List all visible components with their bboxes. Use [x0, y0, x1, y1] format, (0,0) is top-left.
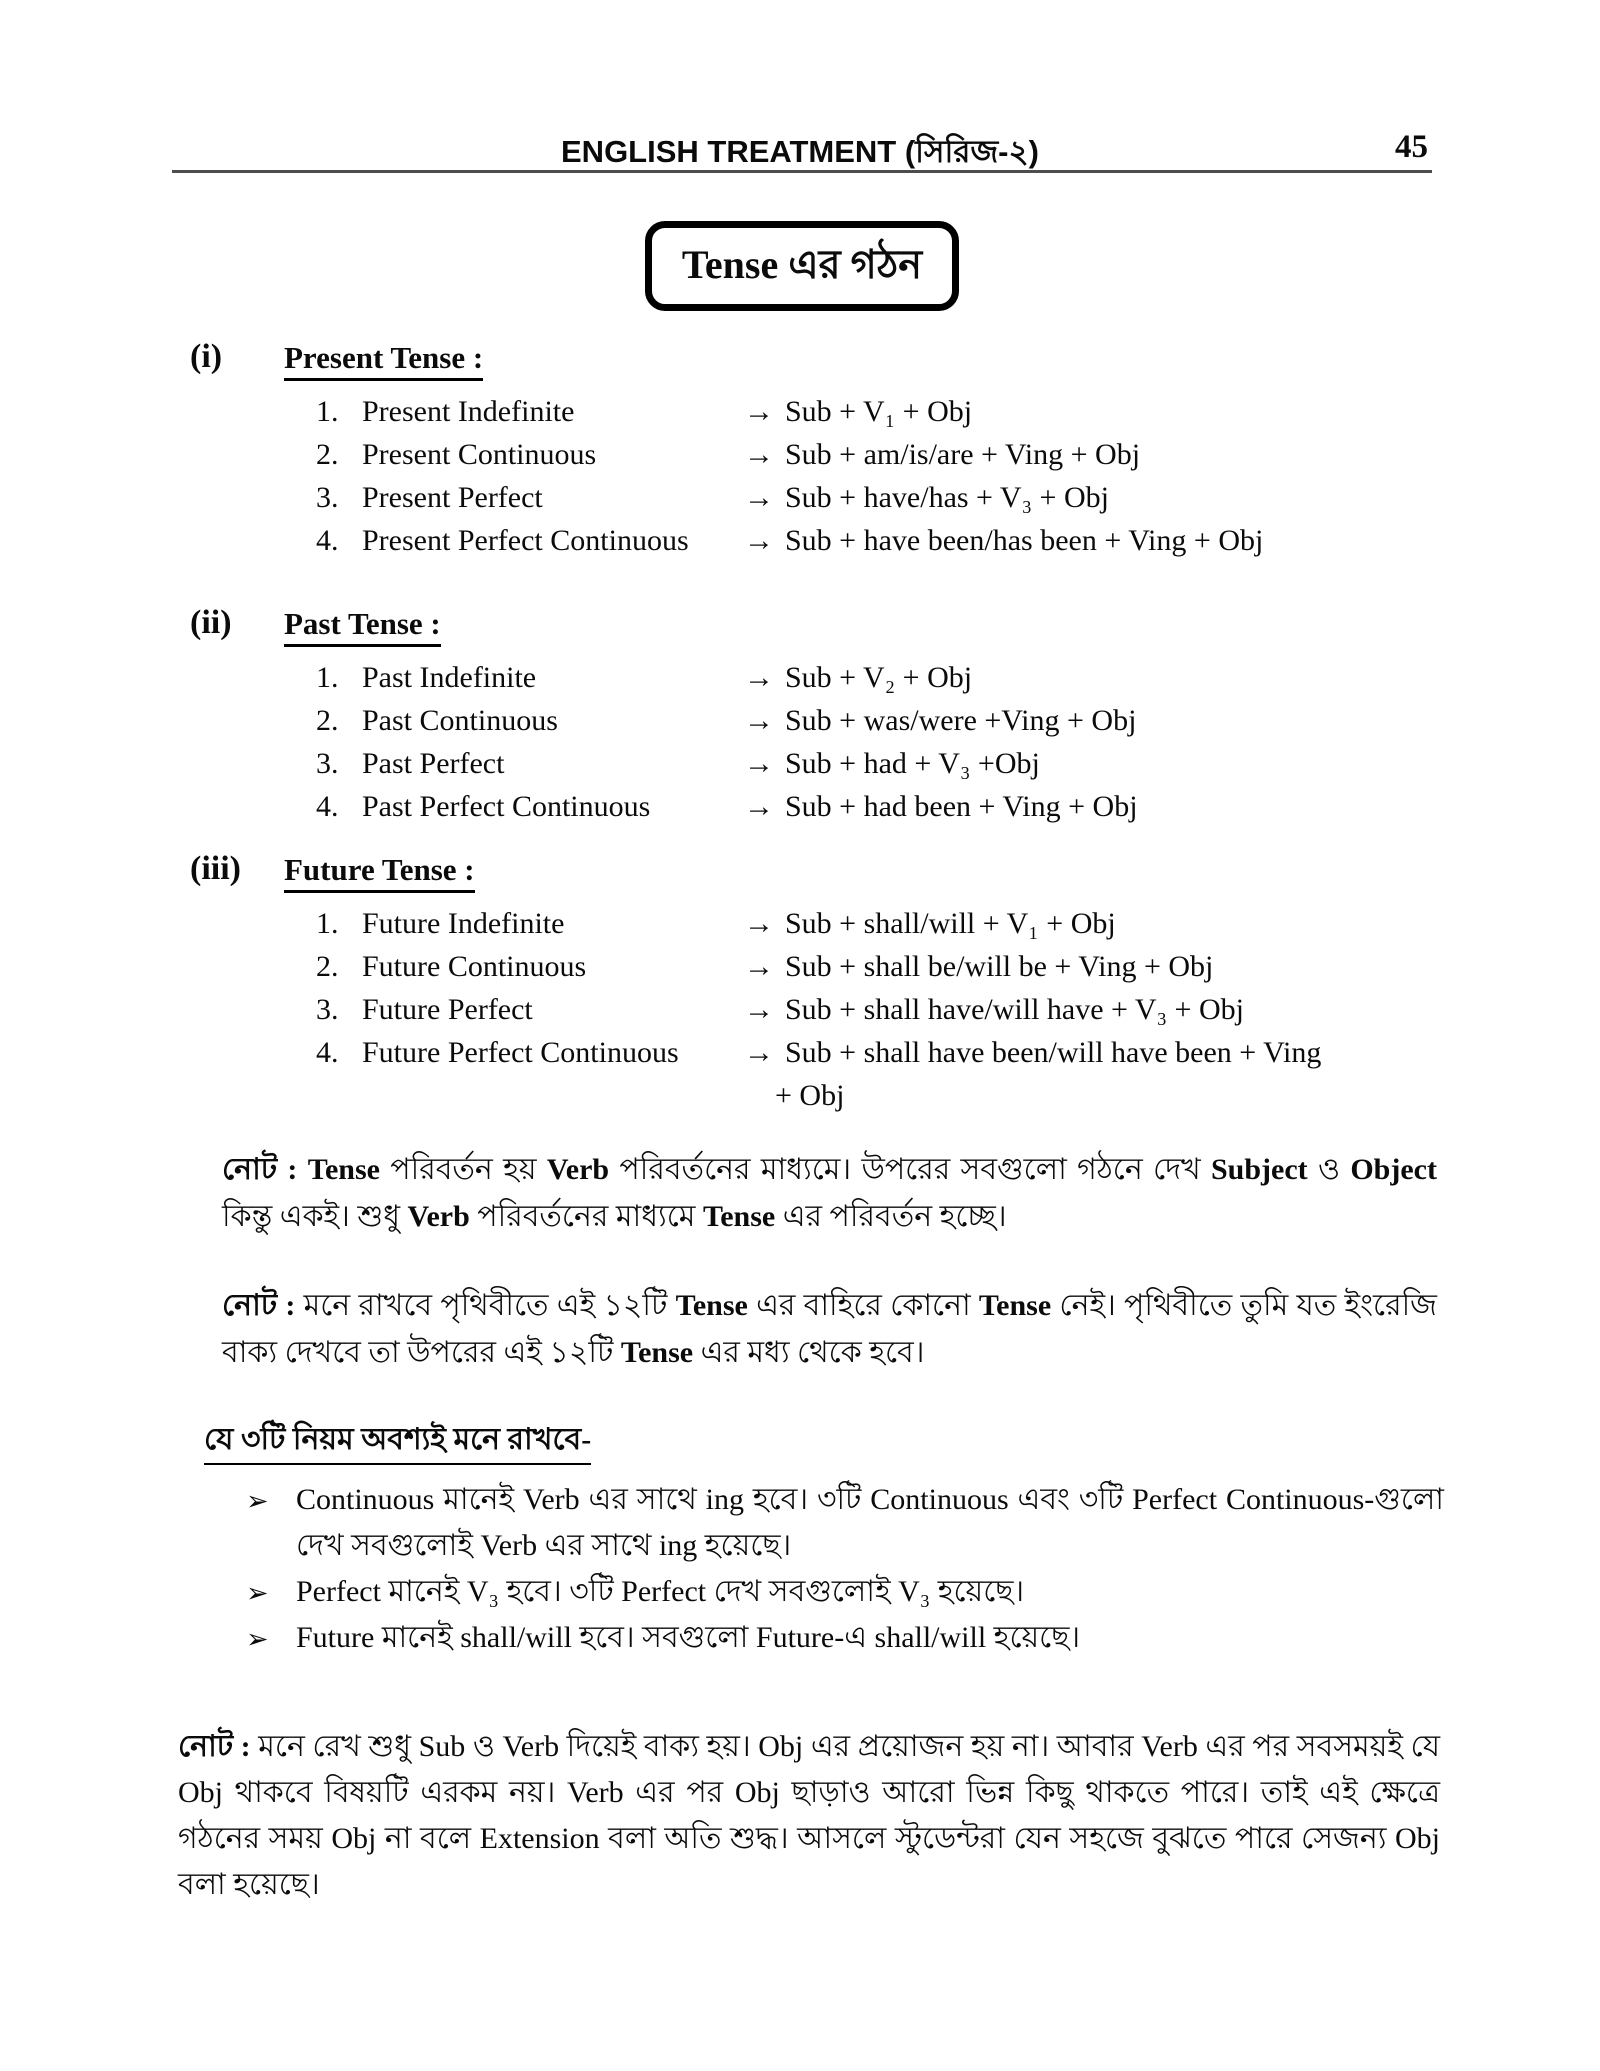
item-number: 3. [316, 481, 339, 514]
section-heading-row [0, 338, 1600, 390]
arrow-icon: → [744, 395, 774, 428]
section-heading: Past Tense : [284, 606, 441, 647]
note-bold-segment: Subject [1210, 1153, 1308, 1186]
item-number: 3. [316, 747, 339, 780]
formula-continuation: + Obj [775, 1079, 845, 1112]
section-index: (iii) [190, 850, 241, 887]
note-bold-segment: Tense [620, 1336, 694, 1369]
tense-name: Future Indefinite [362, 907, 565, 940]
header-divider [172, 170, 1432, 173]
item-number: 2. [316, 438, 339, 471]
note-bold-segment: Tense [702, 1200, 776, 1233]
tense-row [0, 1031, 1600, 1074]
section-heading: Future Tense : [284, 852, 475, 893]
note-paragraph-1 [222, 1146, 1437, 1240]
arrow-icon: → [744, 438, 774, 471]
tense-name: Past Continuous [362, 704, 558, 737]
tense-formula: Sub + V₂ + Obj [785, 661, 973, 694]
tense-row [0, 785, 1600, 828]
note-segment: ও [1307, 1153, 1351, 1186]
tense-row [0, 390, 1600, 433]
note-bold-segment: নোট : [222, 1289, 304, 1322]
note-bold-segment: নোট : [178, 1730, 259, 1763]
arrow-icon: → [744, 661, 774, 694]
tense-row [0, 988, 1600, 1031]
note-segment: এর পরিবর্তন হচ্ছে। [775, 1200, 1007, 1233]
arrow-icon: → [744, 790, 774, 823]
tense-formula: Sub + have/has + V₃ + Obj [785, 481, 1109, 514]
bullet-arrowhead-icon: ➢ [246, 1486, 269, 1516]
section-heading-row [0, 850, 1600, 902]
tense-row [0, 699, 1600, 742]
tense-name: Future Perfect [362, 993, 533, 1026]
tense-row [0, 656, 1600, 699]
final-note-paragraph [178, 1724, 1440, 1908]
chapter-title-box [645, 221, 959, 311]
arrow-icon: → [744, 481, 774, 514]
tense-name: Future Perfect Continuous [362, 1036, 679, 1069]
item-number: 4. [316, 790, 339, 823]
item-number: 2. [316, 950, 339, 983]
tense-formula: Sub + shall have/will have + V₃ + Obj [785, 993, 1244, 1026]
page-header-title: ENGLISH TREATMENT (সিরিজ-২) [561, 134, 1039, 169]
note-segment: মনে রেখ শুধু Sub ও Verb দিয়েই বাক্য হয়। Obj এর প্রয়োজন হয় না। আবার Verb এর পর সবসময়ই যে Obj থাকবে বিষয়টি এরকম নয়। Verb এর পর Obj ছাড়াও আরো ভিন্ন কিছু থাকতে পারে। তাই এই ক্ষেত্রে গঠনের সময় Obj না বলে Extension বলা অতি শুদ্ধ। আসলে স্টুডেন্টরা যেন সহজে বুঝতে পারে সেজন্য Obj বলা হয়েছে। [178, 1730, 1440, 1901]
tense-formula: Sub + had been + Ving + Obj [785, 790, 1138, 823]
rule-item [204, 1615, 1444, 1661]
rule-item [204, 1477, 1444, 1569]
rules-block [204, 1420, 1444, 1661]
note-segment: কিন্তু একই। শুধু [222, 1200, 408, 1233]
rule-text: Future মানেই shall/will হবে। সবগুলো Future-এ shall/will হয়েছে। [296, 1621, 1081, 1654]
note-segment: পরিবর্তনের মাধ্যমে [469, 1200, 703, 1233]
tense-row [0, 519, 1600, 562]
arrow-icon: → [744, 993, 774, 1026]
section-past-tense [0, 604, 1600, 828]
note-segment: এর বাহিরে কোনো [747, 1289, 979, 1322]
tense-name: Present Continuous [362, 438, 597, 471]
chapter-title: Tense এর গঠন [681, 241, 923, 287]
note-bold-segment: নোট : [222, 1153, 308, 1186]
note-bold-segment: Verb [407, 1200, 470, 1233]
tense-formula: Sub + had + V₃ +Obj [785, 747, 1040, 780]
rule-item [204, 1569, 1444, 1615]
note-bold-segment: Tense [978, 1289, 1052, 1322]
tense-row [0, 433, 1600, 476]
section-heading: Present Tense : [284, 340, 483, 381]
tense-name: Past Perfect [362, 747, 505, 780]
tense-name: Past Perfect Continuous [362, 790, 651, 823]
note-segment: নেই। পৃথিবীতে তুমি যত ইংরেজি বাক্য দেখবে তা উপরের এই ১২টি [222, 1289, 1438, 1369]
arrow-icon: → [744, 704, 774, 737]
tense-row [0, 476, 1600, 519]
item-number: 3. [316, 993, 339, 1026]
bullet-arrowhead-icon: ➢ [246, 1624, 269, 1654]
note-segment: পরিবর্তন হয় [379, 1153, 547, 1186]
arrow-icon: → [744, 950, 774, 983]
bullet-arrowhead-icon: ➢ [246, 1578, 269, 1608]
tense-formula: Sub + am/is/are + Ving + Obj [785, 438, 1141, 471]
note-bold-segment: Tense [675, 1289, 748, 1322]
tense-name: Present Indefinite [362, 395, 575, 428]
tense-name: Past Indefinite [362, 661, 537, 694]
tense-formula: Sub + shall/will + V₁ + Obj [785, 907, 1116, 940]
item-number: 2. [316, 704, 339, 737]
tense-row-continuation [0, 1074, 1600, 1117]
item-number: 1. [316, 907, 339, 940]
rule-text: Perfect মানেই V₃ হবে। ৩টি Perfect দেখ সবগুলোই V₃ হয়েছে। [296, 1575, 1025, 1608]
arrow-icon: → [744, 524, 774, 557]
tense-name: Present Perfect [362, 481, 543, 514]
tense-formula: Sub + V₁ + Obj [785, 395, 973, 428]
item-number: 1. [316, 661, 339, 694]
section-index: (ii) [190, 604, 232, 641]
arrow-icon: → [744, 747, 774, 780]
tense-row [0, 902, 1600, 945]
tense-formula: Sub + have been/has been + Ving + Obj [785, 524, 1264, 557]
note-paragraph-2 [222, 1282, 1437, 1376]
arrow-icon: → [744, 907, 774, 940]
note-bold-segment: Tense [307, 1153, 380, 1186]
note-segment: এর মধ্য থেকে হবে। [693, 1336, 925, 1369]
tense-formula: Sub + shall have been/will have been + Ving [785, 1036, 1322, 1069]
note-bold-segment: Object [1350, 1153, 1437, 1186]
section-heading-row [0, 604, 1600, 656]
rules-heading: যে ৩টি নিয়ম অবশ্যই মনে রাখবে- [204, 1420, 591, 1465]
tense-name: Future Continuous [362, 950, 587, 983]
tense-row [0, 742, 1600, 785]
item-number: 4. [316, 1036, 339, 1069]
tense-name: Present Perfect Continuous [362, 524, 689, 557]
tense-row [0, 945, 1600, 988]
page-number: 45 [1395, 129, 1428, 165]
section-present-tense [0, 338, 1600, 562]
tense-formula: Sub + was/were +Ving + Obj [785, 704, 1137, 737]
note-segment: পরিবর্তনের মাধ্যমে। উপরের সবগুলো গঠনে দেখ [609, 1153, 1211, 1186]
item-number: 1. [316, 395, 339, 428]
note-bold-segment: Verb [546, 1153, 610, 1186]
tense-formula: Sub + shall be/will be + Ving + Obj [785, 950, 1214, 983]
rule-text: Continuous মানেই Verb এর সাথে ing হবে। ৩টি Continuous এবং ৩টি Perfect Continuous-গুলো দেখ সবগুলোই Verb এর সাথে ing হয়েছে। [296, 1483, 1444, 1562]
section-index: (i) [190, 338, 223, 375]
section-future-tense [0, 850, 1600, 1117]
arrow-icon: → [744, 1036, 774, 1069]
note-segment: মনে রাখবে পৃথিবীতে এই ১২টি [303, 1289, 676, 1322]
item-number: 4. [316, 524, 339, 557]
